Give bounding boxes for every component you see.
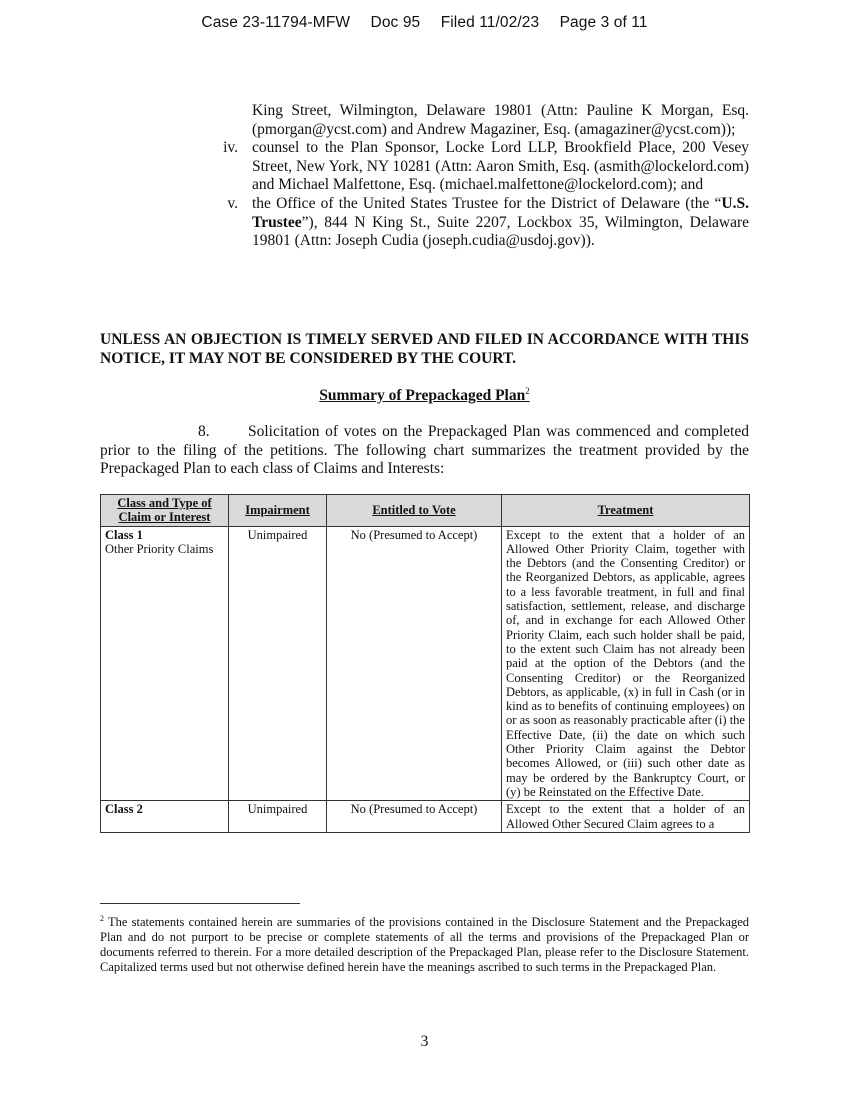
list-item-text-before: the Office of the United States Trustee for the District of Delaware (the “ (252, 194, 722, 212)
impairment-cell: Unimpaired (229, 526, 327, 801)
header-impairment: Impairment (229, 495, 327, 527)
header-class-type: Class and Type of Claim or Interest (101, 495, 229, 527)
class-type: Other Priority Claims (105, 541, 214, 556)
class-label: Class 1 (105, 527, 143, 542)
page-indicator: Page 3 of 11 (559, 14, 648, 31)
list-item-number: v. (227, 194, 238, 212)
paragraph-8 (100, 423, 749, 479)
table-row (101, 526, 750, 801)
treatment-cell: Except to the extent that a holder of an Allowed Other Secured Claim agrees to a (502, 801, 750, 833)
case-number: Case 23-11794-MFW (201, 14, 351, 31)
list-item (200, 195, 749, 251)
page-number: 3 (420, 1033, 429, 1050)
footnote (100, 912, 749, 974)
footnote-number: 2 (100, 914, 104, 923)
list-item (200, 102, 749, 139)
header-treatment: Treatment (502, 495, 750, 527)
class-cell (101, 526, 229, 801)
list-item-text: King Street, Wilmington, Delaware 19801 (Attn: Pauline K Morgan, Esq. (pmorgan@ycst.com) and Andrew Magaziner, Esq. (amagaziner@ycst.com)); (252, 102, 749, 138)
list-item (200, 139, 749, 195)
footnote-divider (100, 903, 300, 904)
class-cell (101, 801, 229, 833)
table-row (101, 801, 750, 833)
table-header-row (101, 495, 750, 527)
list-item-text: counsel to the Plan Sponsor, Locke Lord LLP, Brookfield Place, 200 Vesey Street, New York, NY 10281 (Attn: Aaron Smith, Esq. (asmith@lockelord.com) and Michael Malfettone, Esq. (michael.malfettone@lockelord.com); and (252, 139, 749, 194)
vote-cell: No (Presumed to Accept) (327, 526, 502, 801)
list-item-number: iv. (223, 139, 238, 157)
paragraph-text: Solicitation of votes on the Prepackaged Plan was commenced and completed prior to the filing of the petitions. The following chart summarizes the treatment provided by the Prepackaged Plan to each class of Claims and Interests: (100, 423, 749, 478)
paragraph-number: 8. (198, 423, 210, 440)
header-entitled-to-vote: Entitled to Vote (327, 495, 502, 527)
treatment-cell: Except to the extent that a holder of an Allowed Other Priority Claim, together with the Debtors (and the Consenting Creditor) or the Reorganized Debtors, as applicable, agrees to a less favorable treatment, in full and final satisfaction, settlement, release, and discharge of, and in exchange for each Allowed Other Priority Claim, each such holder shall be paid, to the extent such Claim has not already been paid at the option of the Debtors (and the Consenting Creditor) or the Reorganized Debtors, as applicable, (x) in full in Cash (or in kind as to benefits of continuing employees) on or as soon as reasonably practicable after (i) the Effective Date, (ii) the date on which such Other Priority Claim against the Debtor becomes Allowed, or (iii) such other date as may be ordered by the Bankruptcy Court, or (y) be Reinstated on the Effective Date. (502, 526, 750, 801)
class-label: Class 2 (105, 802, 143, 817)
doc-number: Doc 95 (370, 14, 421, 31)
footnote-text: The statements contained herein are summaries of the provisions contained in the Disclosure Statement and the Prepackaged Plan and do not purport to be precise or complete statements of all the terms and provisions of the Prepackaged Plan or documents referred to therein. For a more detailed description of the Prepackaged Plan, please refer to the Disclosure Statement. Capitalized terms used but not otherwise defined herein have the meanings ascribed to such terms in the Prepackaged Plan. (100, 915, 749, 974)
section-title-text: Summary of Prepackaged Plan (319, 387, 526, 405)
notice-parties-list (200, 102, 749, 251)
footnote-reference: 2 (525, 386, 530, 396)
defined-term-us-trustee: U.S. Trustee (252, 194, 749, 231)
impairment-cell: Unimpaired (229, 801, 327, 833)
filing-header (0, 14, 849, 32)
objection-notice: UNLESS AN OBJECTION IS TIMELY SERVED AND FILED IN ACCORDANCE WITH THIS NOTICE, IT MAY NOT BE CONSIDERED BY THE COURT. (100, 331, 749, 367)
section-title (0, 386, 849, 405)
plan-treatment-table (100, 494, 750, 833)
filed-date: Filed 11/02/23 (440, 14, 540, 31)
list-item-text-after: ”), 844 N King St., Suite 2207, Lockbox 35, Wilmington, Delaware 19801 (Attn: Joseph Cudia (joseph.cudia@usdoj.gov)). (252, 213, 749, 250)
vote-cell: No (Presumed to Accept) (327, 801, 502, 833)
